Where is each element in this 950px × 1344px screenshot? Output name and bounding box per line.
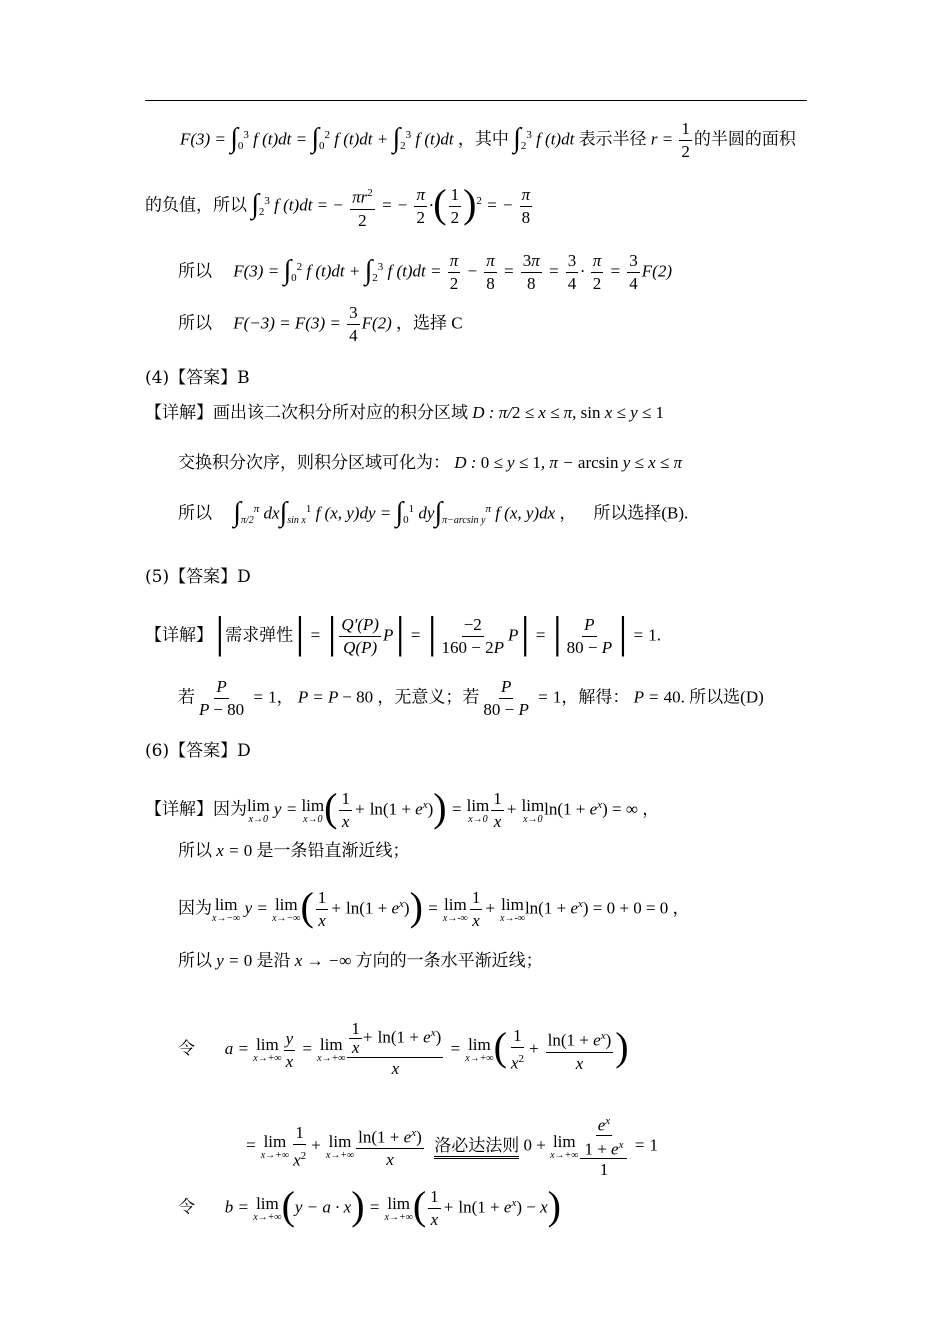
answer-4: (4)【答案】B [145, 368, 250, 388]
answer-6: (6)【答案】D [145, 741, 251, 761]
math-line-3: 所以 $F(3) = \int_0^2$ f $(t)dt + \int_2^3$ f (t)dt = $\frac{\pi}{2}$ − $\frac{\pi}{8}$ = $\frac{3\pi}{8}$ = $\frac{3}{4}$ · $\frac{\pi}{2}$ = $\frac{3}{4}$ F(2) [178, 251, 672, 293]
math-line-15: 因为 lim x→−∞ y = lim x→−∞ ( $\frac{1}{x}$ + $\ln(1 + e^x)) = \lim$ x→-∞ $\frac{1}{x}$ + lim x→-∞ $\ln(1 + e^x) = 0 + 0 = 0$ ， [178, 883, 690, 930]
math-line-18: = lim x→+∞ $\frac{1}{x^2}$ + lim x→+∞ $\frac{\ln(1 + e^x)}{x}$ 洛必达法则 0 + lim x→+∞ $\frac{\frac{e^x}{1 + e^x}}{1}$ = 1 [245, 1112, 658, 1181]
math-line-8: 所以 $\int_{\pi/2}^\pi$ $dx\int_{sin x}^1$ f (x, $y)dy = \int_0^1$ $dy\int_{\pi-arcsin y}^\pi$ f (x, y)dx ， 所以选择(B). [178, 496, 689, 528]
answer-5: (5)【答案】D [145, 567, 251, 587]
math-line-11: 若 $\frac{P}{P - 80}$ = 1， P = P − 80 ，无意义；若 $\frac{P}{80 - P}$ = 1，解得： P = 40. 所以选(D) [178, 677, 764, 719]
math-line-13: 【详解】因为lim x→0 y = lim x→0 ( $\frac{1}{x}$ + $\ln(1 + e^x)) = \lim$ x→0 $\frac{1}{x}$ + lim x→0 $\ln(1 + e^x)$ = ∞ ， [145, 784, 660, 831]
math-line-7: 交换积分次序，则积分区域可化为： D : 0 ≤ y ≤ 1, π − arcsin y ≤ x ≤ π [178, 453, 683, 472]
header-rule [145, 100, 807, 101]
math-line-4: 所以 F(−3) = F(3) = $\frac{3}{4}$ F(2) ，选择 C [178, 303, 463, 345]
math-line-2: 的负值，所以 $\int_2^3$ f (t)dt = − $\frac{\pi r^2}{2}$ = − $\frac{\pi}{2}$ ·( $\frac{1}{2}$ )$^2$ = − $\frac{\pi}{8}$ [145, 180, 531, 230]
math-line-6: 【详解】画出该二次积分所对应的积分区域 D : π/2 ≤ x ≤ π, sin x ≤ y ≤ 1 [145, 403, 665, 422]
lhopital-rule-label: 洛必达法则 [434, 1136, 519, 1159]
math-line-16: 所以 y = 0 是沿 x → −∞ 方向的一条水平渐近线； [178, 951, 543, 970]
math-line-19: 令 b = lim x→+∞ (y − a · x) = lim x→+∞ ( $\frac{1}{x}$ + $\ln(1 + e^x) - x$) [178, 1182, 561, 1229]
math-line-10: 【详解】|需求弹性| = | $\frac{Q'(P)}{Q(P)}$ P| = | $\frac{-2}{160 - 2P}$ P| = | $\frac{P}{80 - P}$ | = 1. [145, 607, 661, 657]
math-line-17: 令 a = lim x→+∞ $\frac{y}{x}$ = lim x→+∞ $\frac{1}{x}$ + $\ln(1 + e^x)$ x = lim x→+∞ ( $\frac{1}{x^2}$ + $\frac{\ln(1 + e^x)}{x}$ ) [178, 1019, 629, 1078]
math-line-1: $F(3) = \int_0^3$ f $(t)dt = \int_0^2$ f $(t)dt + \int_2^3$ f (t)dt ，其中 $\int_2^3$ f (t)dt 表示半径 r = $\frac{1}{2}$ 的半圆的面积 [180, 119, 796, 161]
math-line-14: 所以 x = 0 是一条铅直渐近线； [178, 841, 410, 860]
